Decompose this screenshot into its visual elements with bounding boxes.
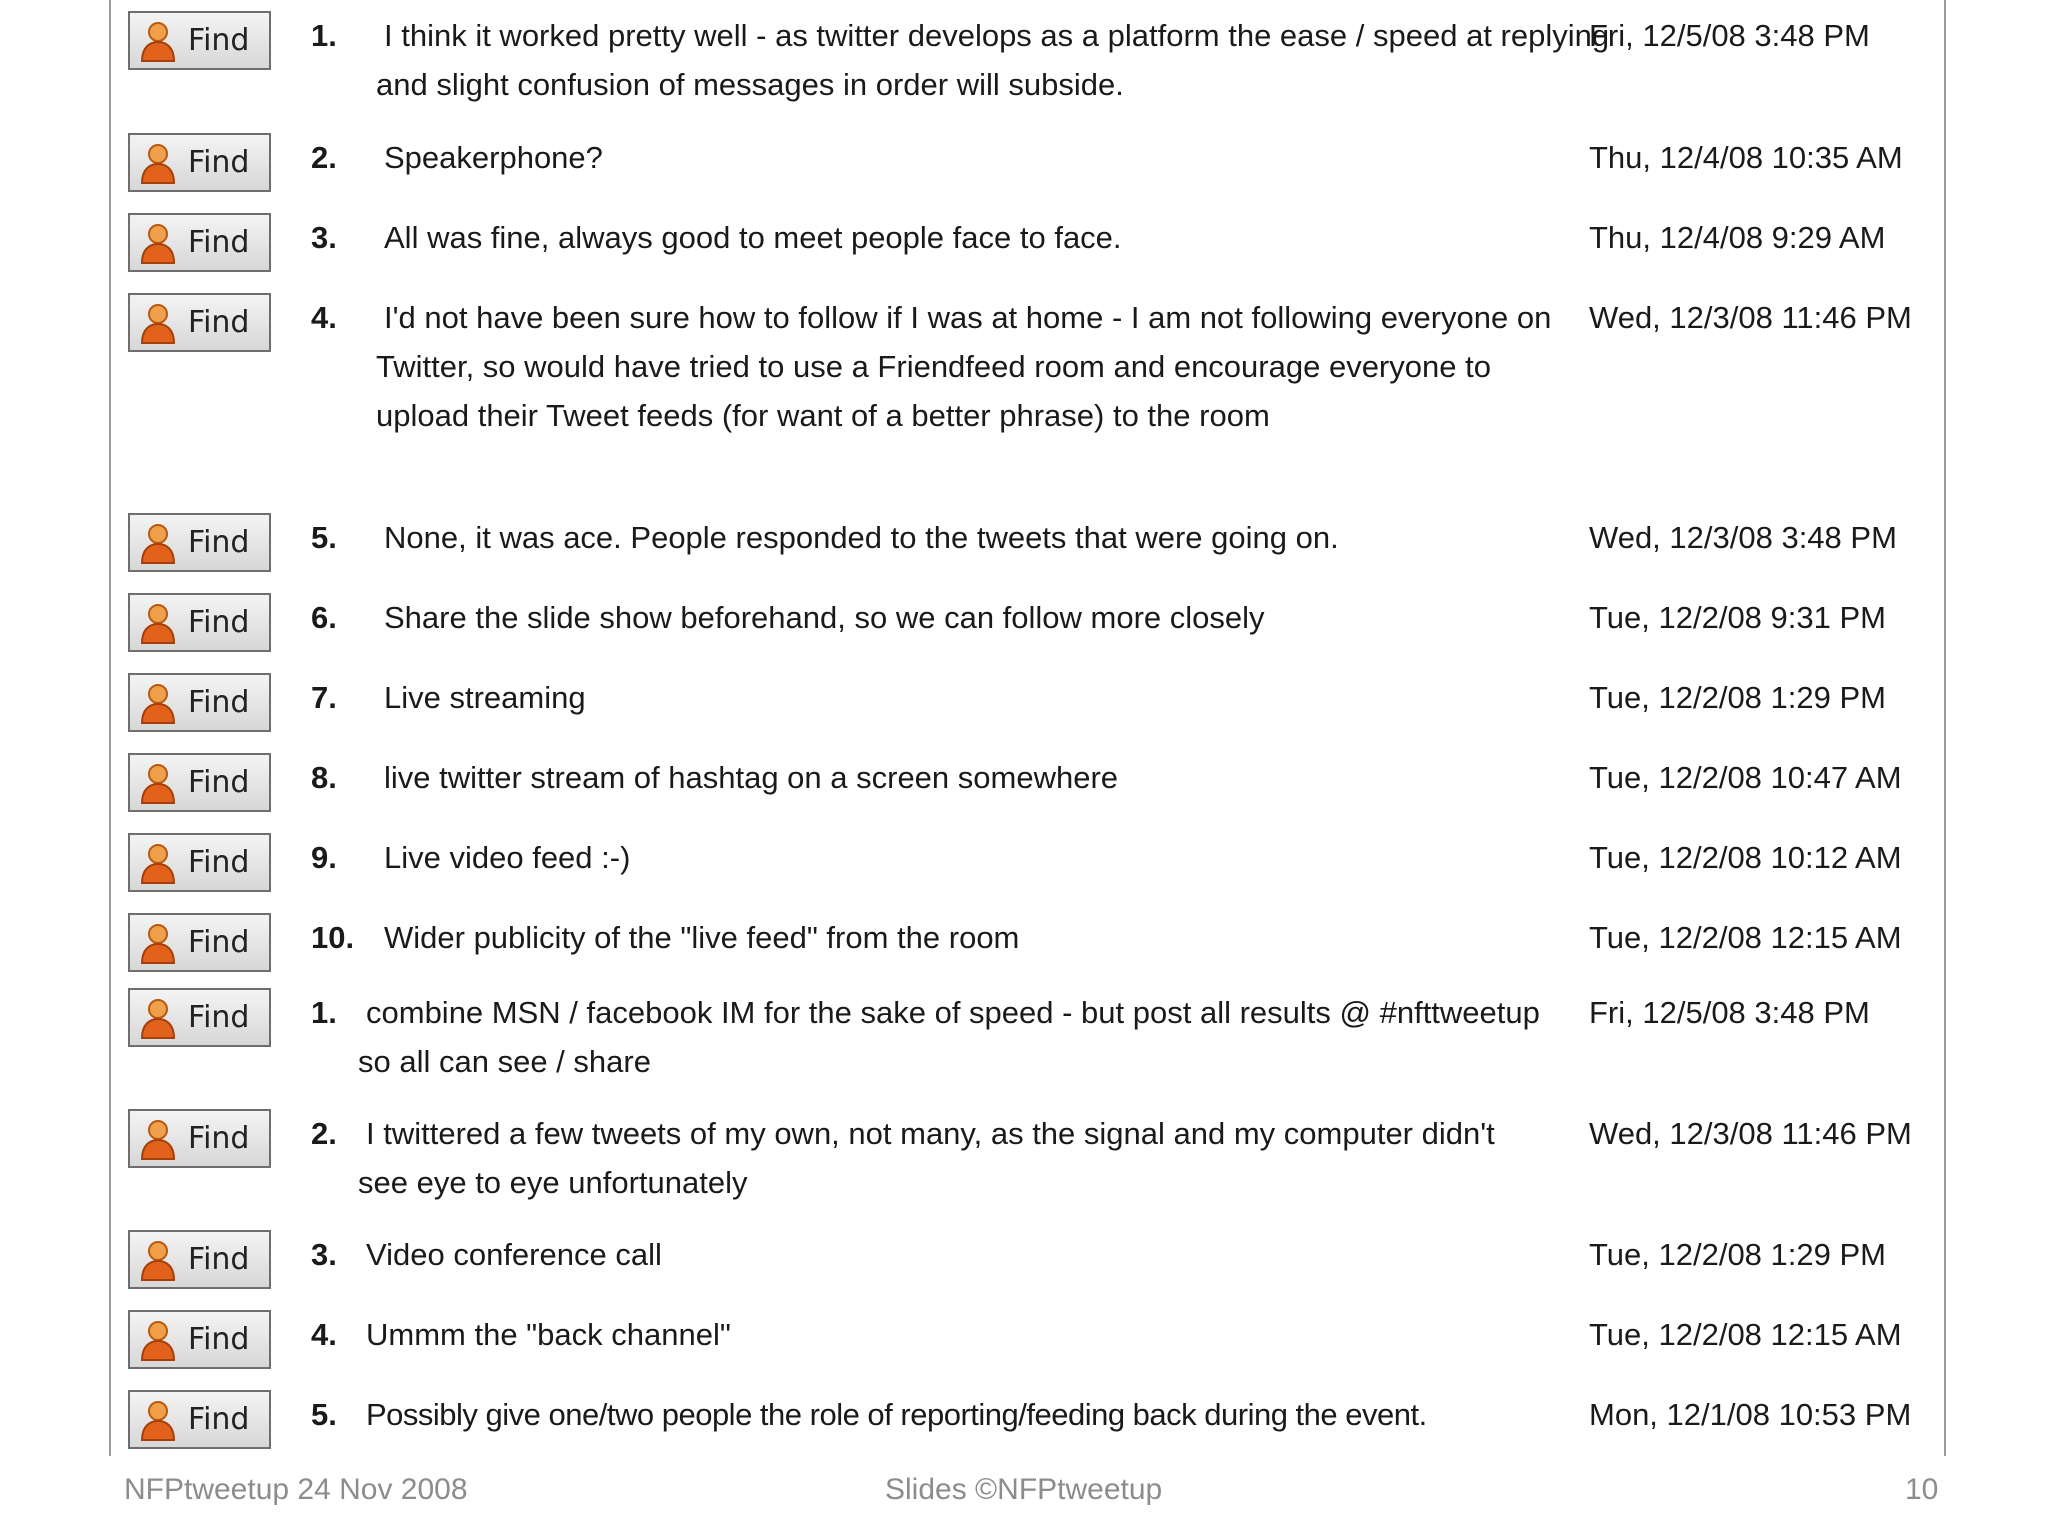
item-number: 3.	[311, 1237, 337, 1272]
item-timestamp: Fri, 12/5/08 3:48 PM	[1589, 18, 1870, 53]
find-button[interactable]	[128, 293, 271, 352]
person-icon	[138, 681, 178, 725]
item-timestamp: Mon, 12/1/08 10:53 PM	[1589, 1397, 1912, 1432]
find-button[interactable]	[128, 833, 271, 892]
find-label: Find	[188, 1000, 250, 1035]
person-icon	[138, 921, 178, 965]
item-timestamp: Tue, 12/2/08 1:29 PM	[1589, 680, 1886, 715]
item-text: live twitter stream of hashtag on a screen somewhere	[384, 760, 1119, 795]
item-text: I think it worked pretty well - as twitter develops as a platform the ease / speed at replying and slight confusion of messages in order will subside.	[376, 18, 1610, 102]
person-icon	[138, 19, 178, 63]
item-timestamp: Tue, 12/2/08 12:15 AM	[1589, 920, 1902, 955]
item-number: 10.	[311, 920, 355, 955]
footer-event: NFPtweetup 24 Nov 2008	[124, 1473, 468, 1506]
item-timestamp: Tue, 12/2/08 9:31 PM	[1589, 600, 1886, 635]
person-icon	[138, 996, 178, 1040]
item-timestamp: Tue, 12/2/08 12:15 AM	[1589, 1317, 1902, 1352]
find-label: Find	[188, 925, 250, 960]
item-text: combine MSN / facebook IM for the sake of speed - but post all results @ #nfttweetup so all can see / share	[358, 995, 1540, 1079]
item-timestamp: Tue, 12/2/08 1:29 PM	[1589, 1237, 1886, 1272]
item-timestamp: Wed, 12/3/08 11:46 PM	[1589, 300, 1912, 335]
item-text: Share the slide show beforehand, so we can follow more closely	[384, 600, 1265, 635]
find-label: Find	[188, 145, 250, 180]
item-number: 5.	[311, 1397, 337, 1432]
item-text: I'd not have been sure how to follow if I was at home - I am not following everyone on Twitter, so would have tried to use a Friendfeed room and encourage everyone to upload their Tweet feeds (for want of a better phrase) to the room	[376, 300, 1552, 433]
person-icon	[138, 221, 178, 265]
item-text: None, it was ace. People responded to the tweets that were going on.	[384, 520, 1339, 555]
item-number: 8.	[311, 760, 337, 795]
item-timestamp: Tue, 12/2/08 10:47 AM	[1589, 760, 1902, 795]
item-text: I twittered a few tweets of my own, not many, as the signal and my computer didn't see eye to eye unfortunately	[358, 1116, 1495, 1200]
find-button[interactable]	[128, 988, 271, 1047]
find-button[interactable]	[128, 11, 271, 70]
item-timestamp: Thu, 12/4/08 10:35 AM	[1589, 140, 1903, 175]
person-icon	[138, 1318, 178, 1362]
find-label: Find	[188, 1242, 250, 1277]
item-number: 6.	[311, 600, 337, 635]
find-button[interactable]	[128, 753, 271, 812]
item-timestamp: Wed, 12/3/08 11:46 PM	[1589, 1116, 1912, 1151]
find-button[interactable]	[128, 913, 271, 972]
find-button[interactable]	[128, 1109, 271, 1168]
find-label: Find	[188, 685, 250, 720]
page-number: 10	[1905, 1473, 1939, 1506]
person-icon	[138, 301, 178, 345]
find-button[interactable]	[128, 1310, 271, 1369]
find-button[interactable]	[128, 673, 271, 732]
find-label: Find	[188, 305, 250, 340]
find-button[interactable]	[128, 1230, 271, 1289]
find-label: Find	[188, 765, 250, 800]
person-icon	[138, 1238, 178, 1282]
item-number: 5.	[311, 520, 337, 555]
item-text: Video conference call	[366, 1237, 662, 1272]
item-timestamp: Wed, 12/3/08 3:48 PM	[1589, 520, 1897, 555]
item-number: 4.	[311, 1317, 337, 1352]
find-label: Find	[188, 1402, 250, 1437]
item-text: All was fine, always good to meet people face to face.	[384, 220, 1122, 255]
item-text: Ummm the "back channel"	[366, 1317, 731, 1352]
item-number: 7.	[311, 680, 337, 715]
item-text: Wider publicity of the "live feed" from the room	[384, 920, 1020, 955]
item-text: Speakerphone?	[384, 140, 603, 175]
item-timestamp: Thu, 12/4/08 9:29 AM	[1589, 220, 1886, 255]
item-number: 4.	[311, 300, 337, 335]
find-button[interactable]	[128, 593, 271, 652]
item-number: 2.	[311, 140, 337, 175]
person-icon	[138, 761, 178, 805]
find-label: Find	[188, 605, 250, 640]
find-button[interactable]	[128, 1390, 271, 1449]
item-number: 9.	[311, 840, 337, 875]
find-button[interactable]	[128, 513, 271, 572]
find-label: Find	[188, 1322, 250, 1357]
find-label: Find	[188, 845, 250, 880]
item-number: 1.	[311, 995, 337, 1030]
footer-copyright: Slides ©NFPtweetup	[885, 1473, 1163, 1506]
person-icon	[138, 141, 178, 185]
person-icon	[138, 521, 178, 565]
item-number: 1.	[311, 18, 337, 53]
person-icon	[138, 1117, 178, 1161]
item-text: Possibly give one/two people the role of reporting/feeding back during the event.	[366, 1397, 1427, 1432]
find-label: Find	[188, 525, 250, 560]
item-number: 3.	[311, 220, 337, 255]
person-icon	[138, 841, 178, 885]
find-label: Find	[188, 23, 250, 58]
item-text: Live streaming	[384, 680, 586, 715]
item-timestamp: Tue, 12/2/08 10:12 AM	[1589, 840, 1902, 875]
item-text: Live video feed :-)	[384, 840, 631, 875]
item-timestamp: Fri, 12/5/08 3:48 PM	[1589, 995, 1870, 1030]
find-button[interactable]	[128, 133, 271, 192]
results-panel	[109, 0, 1946, 1456]
find-button[interactable]	[128, 213, 271, 272]
person-icon	[138, 1398, 178, 1442]
find-label: Find	[188, 1121, 250, 1156]
item-number: 2.	[311, 1116, 337, 1151]
person-icon	[138, 601, 178, 645]
find-label: Find	[188, 225, 250, 260]
